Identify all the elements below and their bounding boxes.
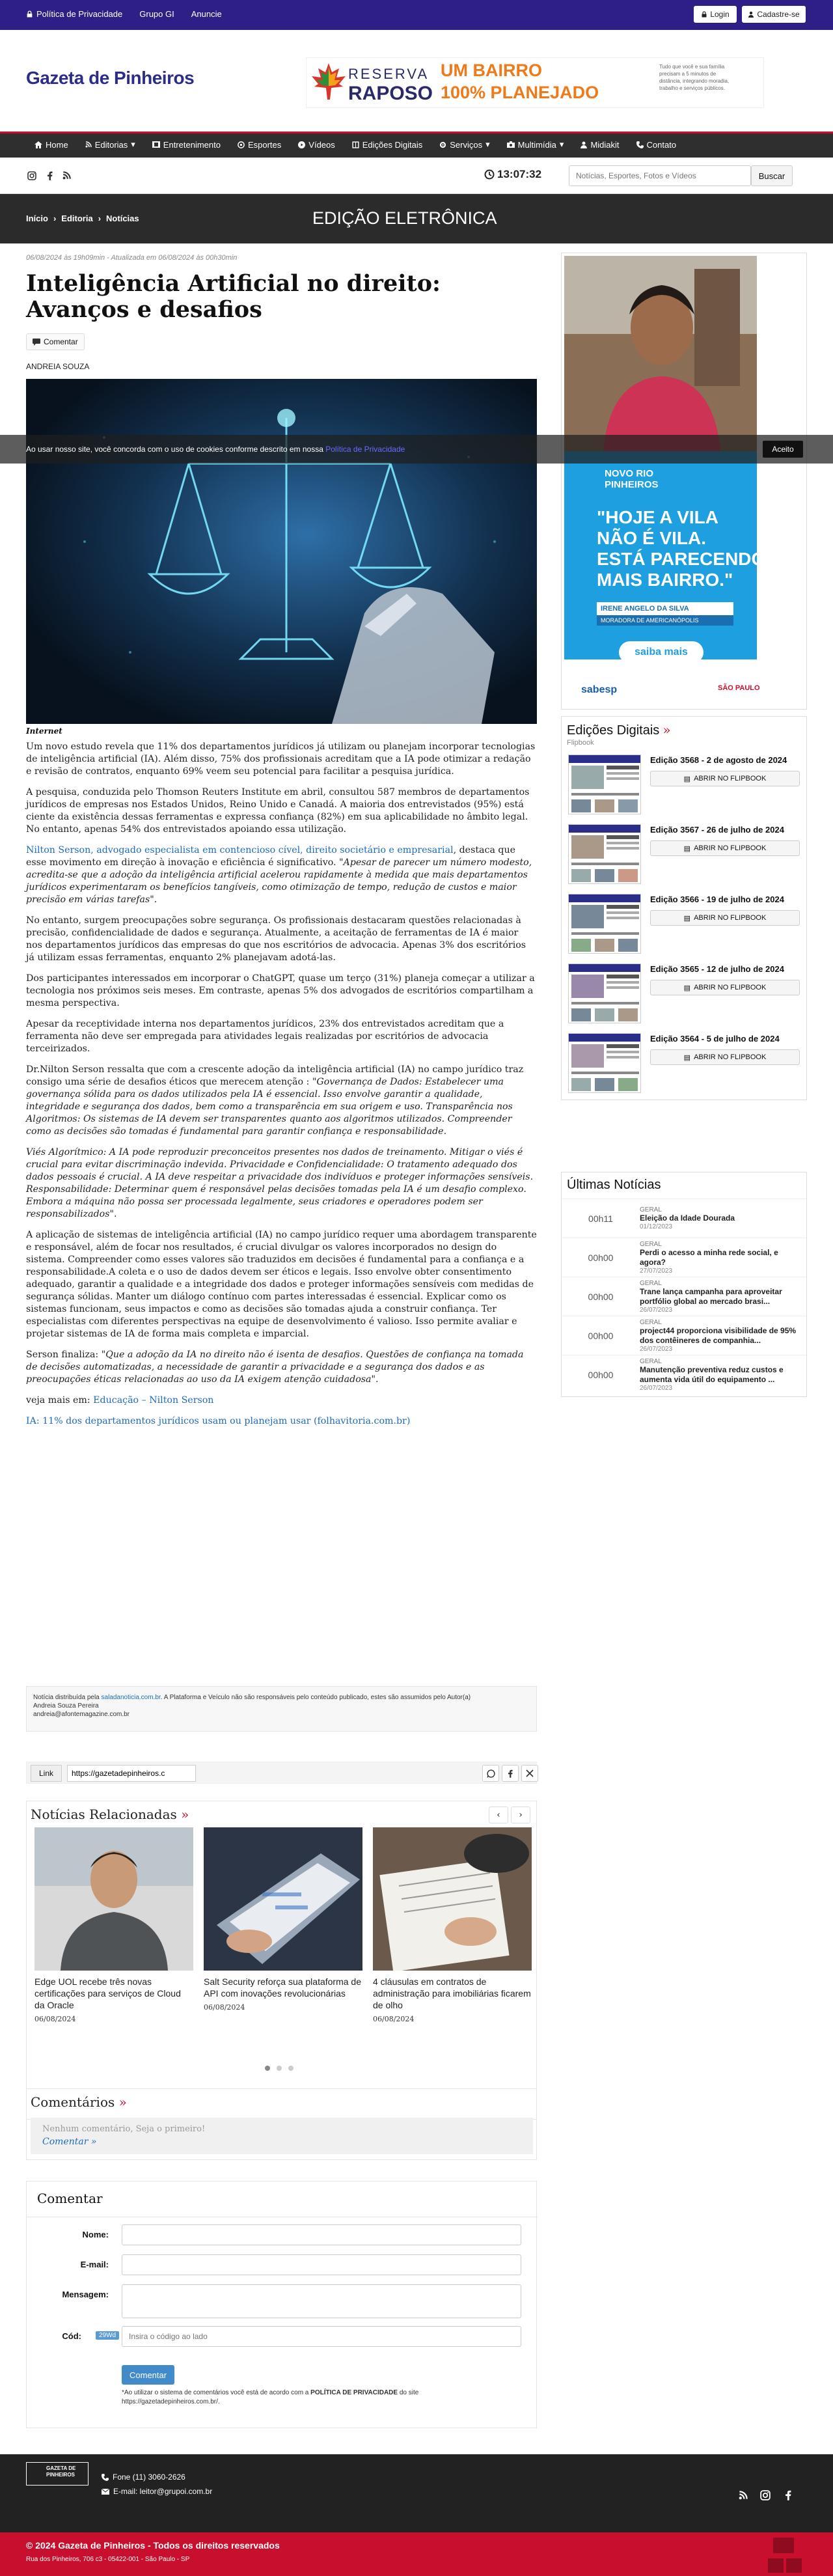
nav-multimidia-label: Multimídia [517, 139, 556, 150]
book-icon: ▤ [683, 1053, 691, 1062]
related-card-image [34, 1827, 193, 1971]
book-icon [352, 141, 359, 148]
open-flipbook-label: ABRIR NO FLIPBOOK [694, 844, 767, 852]
edition-title: Edição 3566 - 19 de julho de 2024 [650, 894, 784, 904]
footer-logo[interactable] [26, 2462, 89, 2486]
ad-brand-top: RESERVA [348, 66, 430, 82]
gear-icon [439, 141, 446, 148]
comment-link[interactable]: Comentar » [42, 2137, 97, 2147]
name-input[interactable] [122, 2224, 521, 2245]
related-source-link[interactable]: IA: 11% dos departamentos jurídicos usam ou planejam usar (folhavitoria.com.br) [26, 1416, 411, 1426]
rss-icon[interactable] [739, 2491, 748, 2500]
news-category: GERAL [640, 1318, 662, 1326]
footer-email-text[interactable]: E-mail: leitor@grupoi.com.br [113, 2487, 213, 2496]
man-portrait-photo [34, 1827, 193, 1971]
breadcrumb-noticias[interactable]: Notícias [106, 214, 139, 223]
latest-news-item[interactable] [562, 1316, 806, 1355]
comments-empty [31, 2118, 533, 2154]
comment-form-title: Comentar [37, 2191, 103, 2206]
news-date: 01/12/2023 [640, 1223, 673, 1230]
paragraph [26, 1394, 537, 1407]
related-card-title: Edge UOL recebe três novas certificações para serviços de Cloud da Oracle [34, 1976, 181, 2010]
whatsapp-share-button[interactable] [482, 1765, 499, 1782]
privacy-policy-link[interactable] [26, 9, 122, 19]
code-label: Cód: [62, 2331, 81, 2341]
latest-news-title: Últimas Notícias [567, 1178, 661, 1192]
cookie-message: Ao usar nosso site, você concorda com o uso de cookies conforme descrito em nossa [26, 445, 326, 454]
paragraph: A aplicação de sistemas de inteligência artificial (IA) no campo jurídico requer uma abordagem transparente e responsável, além de focar nos resultados, é crucial divulgar os valores incorporados no design do sistema. Compreender como esses valores são traduzidos em decisões é fundamental para a confiança e a responsabilidade.A coleta e o uso de dados devem ser éticos e legais. Isso envolve obter consentimento adequado, garantir a qualidade e a integridade dos dados e proteger informações sensíveis com medidas de segurança sólidas. Manter um diálogo contínuo com partes interessadas é essencial. Explicar como os sistemas funcionam, seus impactos e como as decisões são tomadas ajuda a construir confiança. Ter especialistas com diferentes perspectivas na equipe de desenvolvimento é valioso. Isso permite avaliar e projetar sistemas de IA de forma mais completa e imparcial. [26, 1230, 537, 1339]
ad-cta-button[interactable]: saiba mais [619, 641, 703, 663]
clock-display: 13:07:32 [497, 168, 542, 180]
edition-item[interactable] [562, 819, 806, 889]
notice-text: . A Plataforma e Veículo não são responsáveis pelo conteúdo publicado, estes são assumidos pelo Autor(a) [160, 1694, 471, 1701]
chevron-right-icon: » [181, 1807, 189, 1822]
notice-source-link[interactable]: saladanoticia.com.br [101, 1694, 161, 1701]
notice-text: Notícia distribuída pela [33, 1694, 102, 1701]
book-icon: ▤ [683, 775, 691, 783]
nav-midiakit-label: Midiakit [590, 139, 620, 150]
facebook-icon[interactable] [47, 171, 53, 180]
comments-title-text: Comentários [31, 2094, 115, 2110]
open-flipbook-button[interactable] [650, 1049, 800, 1065]
link-label: Link [31, 1765, 62, 1782]
related-card-image [373, 1827, 532, 1971]
footer-block [768, 2558, 784, 2573]
latest-news-list [562, 1198, 806, 1394]
edition-cover [568, 1033, 641, 1093]
open-flipbook-label: ABRIR NO FLIPBOOK [694, 914, 767, 922]
notice-author: Andreia Souza Pereira [33, 1702, 99, 1710]
privacy-policy-link[interactable]: POLÍTICA DE PRIVACIDADE [310, 2389, 398, 2396]
edition-cover [568, 824, 641, 884]
nav-esportes-label: Esportes [247, 139, 282, 150]
footer-blocks [768, 2558, 802, 2573]
message-row [27, 2284, 521, 2318]
ad-brand: NOVO RIO PINHEIROS [605, 468, 659, 490]
article-hero-image [26, 379, 537, 724]
carousel-dots [265, 2066, 294, 2071]
article-body [26, 741, 537, 1428]
search-button[interactable]: Buscar [751, 165, 793, 186]
related-news [26, 1801, 537, 2120]
open-flipbook-label: ABRIR NO FLIPBOOK [694, 775, 767, 782]
film-icon [152, 141, 160, 148]
related-card-title: 4 cláusulas em contratos de administração para imobiliárias ficarem de olho [373, 1976, 531, 2010]
nav-videos-label: Vídeos [308, 139, 335, 150]
top-bar [0, 0, 833, 30]
sabesp-ad-image [564, 256, 804, 708]
ad-headline-2: 100% PLANEJADO [441, 83, 599, 102]
nav-entretenimento[interactable] [144, 139, 229, 150]
open-flipbook-label: ABRIR NO FLIPBOOK [694, 984, 767, 991]
breadcrumb [26, 214, 139, 223]
maple-leaf-logo-icon [310, 62, 347, 101]
ad-quote-line: MAIS BAIRRO." [597, 570, 733, 590]
chevron-right-icon: › [519, 1810, 523, 1820]
cookie-banner [0, 435, 833, 464]
edition-item[interactable] [562, 749, 806, 819]
see-more-link[interactable]: Educação – Nilton Serson [93, 1395, 214, 1406]
latest-news [561, 1172, 807, 1397]
utility-bar [0, 158, 833, 194]
paragraph [26, 1415, 537, 1428]
caret-down-icon: ▾ [485, 139, 490, 149]
email-label: E-mail: [80, 2260, 109, 2269]
edition-item[interactable] [562, 958, 806, 1028]
disclaimer-text: do site https://gazetadepinheiros.com.br/. [122, 2389, 419, 2405]
footer-address: Rua dos Pinheiros, 706 c3 - 05422-001 - São Paulo - SP [26, 2556, 190, 2563]
nav-videos[interactable] [290, 139, 343, 150]
edition-cover [568, 963, 641, 1023]
contract-signing-photo [373, 1827, 532, 1971]
user-icon [748, 11, 754, 18]
facebook-share-button[interactable] [502, 1765, 519, 1782]
camera-icon [507, 141, 515, 148]
footer [0, 2454, 833, 2532]
share-bar [26, 1762, 537, 1784]
related-card-title: Salt Security reforça sua plataforma de API com inovações revolucionárias [204, 1976, 362, 1999]
paragraph: Dos participantes interessados em incorporar o ChatGPT, quase um terço (31%) planeja começar a utilizar a tecnologia nos próximos seis meses. Em contraste, apenas 5% dos advogados de escritórios compartilham a mesma perspectiva. [26, 973, 535, 1008]
comment-form [26, 2181, 537, 2428]
comments-title [31, 2094, 127, 2110]
open-flipbook-button[interactable] [650, 771, 800, 786]
news-time: 00h11 [588, 1213, 613, 1224]
comment-icon [33, 339, 40, 346]
phone-icon [636, 141, 644, 148]
nav-midiakit[interactable] [572, 139, 627, 150]
edition-cover [568, 894, 641, 954]
register-button[interactable] [742, 6, 806, 23]
copyright-text: © 2024 Gazeta de Pinheiros - Todos os direitos reservados [26, 2540, 280, 2551]
quote: "Governança de Dados: Estabelecer uma governança sólida para os dados utilizados pela IA é essencial. Isso envolve garantir a qualidade, integridade e segurança dos dados, bem como a transparência em sua origem e uso. Transparência nos Algoritmos: Os sistemas de IA devem ser transparentes quanto aos algoritmos utilizados. Compreender como as decisões são tomadas é fundamental para garantir confiança e responsabilidade. [26, 1077, 513, 1137]
nav-contato-label: Contato [646, 139, 677, 150]
see-more-label: veja mais em: [26, 1395, 94, 1406]
news-time: 00h00 [588, 1291, 614, 1302]
justice-scales-illustration [26, 379, 537, 724]
facebook-icon [508, 1769, 513, 1778]
paragraph-text: , destaca que esse movimento em direção à inovação e eficiência é significativo. [26, 845, 516, 868]
carousel-dot[interactable] [277, 2066, 282, 2071]
latest-news-item[interactable] [562, 1198, 806, 1238]
nav-home[interactable] [26, 139, 77, 150]
news-title: Eleição da Idade Dourada [640, 1213, 735, 1223]
comment-button[interactable] [26, 333, 85, 350]
editions-subtitle: Flipbook [567, 739, 594, 747]
article [26, 254, 537, 1428]
anuncie-link[interactable]: Anuncie [191, 9, 222, 19]
ad-quote-line: NÃO É VILA. [597, 528, 707, 548]
paragraph-text: Dr.Nilton Serson ressalta que com a crescente adoção da inteligência artificial (IA) no campo jurídico traz consigo uma série de desafios éticos que merecem atenção : [26, 1064, 524, 1087]
digital-editions [561, 716, 807, 1100]
main-nav [0, 132, 833, 158]
news-time: 00h00 [588, 1369, 614, 1380]
ad-headline-1: UM BAIRRO [441, 61, 542, 80]
header-ad-banner[interactable] [306, 57, 764, 108]
chevron-left-icon: ‹ [497, 1810, 500, 1820]
edition-title: EDIÇÃO ELETRÔNICA [312, 208, 497, 228]
news-title: Perdi o acesso a minha rede social, e agora? [640, 1247, 778, 1267]
article-author: ANDREIA SOUZA [26, 362, 90, 371]
laptop-photo [204, 1827, 362, 1971]
notice-line [33, 1693, 530, 1702]
carousel-next-button[interactable] [511, 1807, 530, 1823]
back-to-top-button[interactable] [773, 2538, 794, 2553]
editions-title [567, 722, 671, 738]
footer-phone [102, 2472, 185, 2482]
news-date: 26/07/2023 [640, 1384, 673, 1392]
sabesp-logo: sabesp [581, 684, 618, 695]
paragraph: Um novo estudo revela que 11% dos departamentos jurídicos já utilizam ou planejam incorporar tecnologias de inteligência artificial (IA). Além disso, 75% dos profissionais acreditam que a IA pode otimizar a redação e revisão de contratos, enquanto 69% veem seu potencial para facilitar a pesquisa jurídica. [26, 741, 536, 777]
edition-cover [568, 755, 641, 814]
copyright-bar [0, 2532, 833, 2576]
form-disclaimer [122, 2389, 512, 2407]
edition-title: Edição 3564 - 5 de julho de 2024 [650, 1034, 780, 1044]
paragraph [26, 1064, 537, 1138]
editions-list [562, 749, 806, 1098]
related-title-text: Notícias Relacionadas [31, 1807, 177, 1822]
nav-editorias-label: Editorias [94, 139, 128, 150]
news-title: Manutenção preventiva reduz custos e aumenta vida útil do equipamento ... [640, 1364, 784, 1384]
user-icon [580, 141, 587, 148]
article-title: Inteligência Artificial no direito: Avanços e desafios [26, 270, 441, 323]
footer-logo-text: GAZETA DE PINHEIROS [46, 2465, 76, 2478]
footer-phone-text: Fone (11) 3060-2626 [113, 2472, 185, 2482]
article-meta: 06/08/2024 às 19h09min - Atualizada em 06/08/2024 às 00h30min [26, 254, 238, 262]
carousel-prev-button[interactable] [489, 1807, 508, 1823]
sidebar-ad[interactable] [561, 253, 807, 710]
paragraph: Apesar da receptividade interna nos departamentos jurídicos, 23% dos entrevistados acreditam que a ferramenta não deve ser empregada para atividades legais realizadas por escritórios de advocacia terceirizados. [26, 1019, 504, 1054]
ad-brand-bottom: RAPOSO [348, 83, 433, 104]
nav-edicoes-digitais[interactable] [344, 139, 431, 150]
book-icon: ▤ [683, 984, 691, 992]
notice-email: andreia@afontemagazine.com.br [33, 1711, 130, 1718]
name-label: Nome: [82, 2230, 109, 2239]
login-label: Login [710, 10, 730, 19]
news-title: Trane lança campanha para aproveitar portfólio global ao mercado brasi... [640, 1286, 782, 1306]
clock-icon [484, 169, 495, 180]
latest-news-item[interactable] [562, 1277, 806, 1316]
breadcrumb-separator: › [98, 214, 102, 223]
edition-item[interactable] [562, 889, 806, 958]
news-date: 26/07/2023 [640, 1306, 673, 1314]
related-card-date: 06/08/2024 [204, 2003, 245, 2012]
submit-comment-button[interactable]: Comentar [122, 2365, 174, 2385]
image-caption: Internet [26, 727, 62, 736]
nav-edicoes-label: Edições Digitais [362, 139, 423, 150]
footer-email [102, 2487, 212, 2496]
login-button[interactable] [694, 6, 737, 23]
ad-tagline: Tudo que você e sua família precisam a 5 minutos de distância, integrando moradia, trabalho e serviços públicos. [659, 64, 730, 91]
caret-down-icon: ▾ [559, 139, 564, 149]
ad-person-role: MORADORA DE AMERICANÓPOLIS [597, 615, 733, 626]
privacy-policy-label: Política de Privacidade [36, 9, 123, 19]
related-card[interactable] [373, 1827, 532, 2023]
phone-icon [102, 2474, 109, 2481]
instagram-icon[interactable] [27, 171, 36, 180]
paragraph: No entanto, surgem preocupações sobre segurança. Os profissionais destacaram questões relacionadas à precisão, confidencialidade de dados e segurança. Atualmente, a aceitação de ferramentas de IA é maior nos departamentos jurídicos das empresas do que nos escritórios de advocacia. Apenas 3% dos escritórios já utilizam essas ferramentas, enquanto 2% planejavam adotá-las. [26, 915, 526, 963]
sao-paulo-logo: SÃO PAULO [718, 684, 760, 692]
share-url-input[interactable] [67, 1765, 196, 1782]
related-card-date: 06/08/2024 [34, 2015, 76, 2023]
ad-person-name: IRENE ANGELO DA SILVA [597, 602, 733, 615]
home-icon [34, 141, 42, 148]
comments-section [26, 2088, 537, 2160]
x-icon [526, 1769, 534, 1777]
paragraph [26, 1349, 537, 1386]
latest-news-item[interactable] [562, 1355, 806, 1394]
nav-editorias[interactable] [77, 139, 144, 150]
nilton-serson-link[interactable]: Nilton Serson, advogado especialista em contencioso cível, direito societário e empresarial [26, 845, 454, 855]
paragraph-text: Serson finaliza: [26, 1350, 102, 1360]
ad-quote-line: "HOJE A VILA [597, 507, 719, 527]
rss-icon[interactable] [62, 171, 71, 180]
news-category: GERAL [640, 1240, 662, 1248]
email-input[interactable] [122, 2254, 521, 2275]
carousel-dot-active[interactable] [265, 2066, 270, 2071]
related-card[interactable] [34, 1827, 193, 2023]
chevron-right-icon: » [662, 722, 671, 738]
nav-entretenimento-label: Entretenimento [163, 139, 221, 150]
nav-multimidia[interactable] [498, 139, 573, 150]
email-row [27, 2254, 521, 2277]
paragraph [26, 844, 537, 906]
quote: "Que a adoção da IA no direito não é isenta de desafios. Questões de confiança na tomada de decisões automatizadas, a necessidade de garantir a privacidade e a segurança dos dados e as preocupações éticas relacionadas ao uso da IA exigem atenção cuidadosa". [26, 1350, 524, 1385]
paragraph: A pesquisa, conduzida pelo Thomson Reuters Institute em abril, consultou 587 membros de departamentos jurídicos de empresas nos Estados Unidos, Reino Unido e Canadá. A maioria dos entrevistados (95%) está ciente da existência dessas ferramentas e expressa confiança (82%) em sua aplicabilidade no âmbito legal. No entanto, apenas 54% dos entrevistados apoiando essa utilização. [26, 787, 530, 835]
envelope-icon [102, 2489, 109, 2495]
lock-icon [701, 11, 707, 18]
search-input[interactable] [569, 165, 751, 186]
rss-icon [85, 141, 92, 148]
cookie-accept-button[interactable]: Aceito [763, 441, 803, 458]
nav-contato[interactable] [628, 139, 685, 150]
news-category: GERAL [640, 1279, 662, 1287]
cookie-policy-link[interactable]: Política de Privacidade [325, 445, 405, 454]
caret-down-icon: ▾ [131, 139, 135, 149]
lock-icon [26, 10, 33, 18]
edition-title: Edição 3568 - 2 de agosto de 2024 [650, 755, 787, 765]
code-row [27, 2326, 521, 2348]
news-date: 27/07/2023 [640, 1267, 673, 1275]
news-date: 26/07/2023 [640, 1345, 673, 1353]
related-card-date: 06/08/2024 [373, 2015, 415, 2023]
news-time: 00h00 [588, 1252, 614, 1263]
message-textarea[interactable] [122, 2284, 521, 2318]
captcha-code: 29Wd [96, 2331, 119, 2340]
x-share-button[interactable] [521, 1765, 538, 1782]
chevron-right-icon: » [118, 2094, 127, 2110]
code-input[interactable] [122, 2326, 521, 2347]
news-time: 00h00 [588, 1330, 614, 1341]
footer-block [786, 2558, 802, 2573]
edition-strip [0, 194, 833, 243]
paragraph [26, 1146, 537, 1221]
carousel-dot[interactable] [288, 2066, 294, 2071]
nav-home-label: Home [46, 139, 68, 150]
site-logo[interactable]: Gazeta de Pinheiros [26, 68, 195, 88]
breadcrumb-inicio[interactable]: Início [26, 214, 48, 223]
nav-esportes[interactable] [229, 139, 290, 150]
latest-news-item[interactable] [562, 1238, 806, 1277]
edition-item[interactable] [562, 1028, 806, 1098]
editions-title-text: Edições Digitais [567, 723, 660, 738]
related-news-title [31, 1807, 189, 1822]
facebook-icon[interactable] [785, 2490, 791, 2500]
open-flipbook-label: ABRIR NO FLIPBOOK [694, 1053, 767, 1061]
book-icon: ▤ [683, 844, 691, 853]
comment-button-label: Comentar [44, 337, 78, 346]
news-title: project44 proporciona visibilidade de 95% dos contêineres de companhia... [640, 1325, 797, 1345]
grupo-gi-link[interactable]: Grupo GI [139, 9, 174, 19]
ball-icon [238, 141, 245, 148]
breadcrumb-separator: › [53, 214, 57, 223]
ad-quote-line: ESTÁ PARECENDO [597, 549, 766, 569]
nav-servicos[interactable] [431, 139, 498, 150]
play-circle-icon [298, 141, 305, 148]
breadcrumb-editoria[interactable]: Editoria [61, 214, 93, 223]
comments-empty-text: Nenhum comentário, Seja o primeiro! [42, 2124, 206, 2134]
whatsapp-icon [487, 1769, 495, 1778]
register-label: Cadastre-se [757, 10, 800, 19]
name-row [27, 2224, 521, 2247]
news-category: GERAL [640, 1206, 662, 1213]
disclaimer-text: *Ao utilizar o sistema de comentários você está de acordo com a [122, 2389, 311, 2396]
instagram-icon[interactable] [760, 2490, 771, 2500]
news-category: GERAL [640, 1357, 662, 1365]
quote: "Apesar de parecer um número modesto, acredita-se que a adoção da inteligência artificial acelerou rapidamente à medida que mais departamentos jurídicos experimentaram os benefícios tangíveis, como otimização de tempo, redução de custos e maior precisão em várias tarefas". [26, 857, 532, 905]
related-card-image [204, 1827, 362, 1971]
book-icon: ▤ [683, 914, 691, 922]
distribution-notice [26, 1686, 537, 1732]
cookie-text [26, 445, 405, 454]
ad-quote [597, 507, 765, 590]
quote: Viés Algorítmico: A IA pode reproduzir preconceitos presentes nos dados de treinamento. Mitigar o viés é crucial para evitar discriminação indevida. Privacidade e Confidencialidade: O tratamento adequado dos dados pessoais é crucial. A IA deve respeitar a privacidade dos indivíduos e proteger informações sensíveis. Responsabilidade: Determinar quem é responsável pelas decisões tomadas pela IA é um desafio complexo. Embora a máquina não possa ser processada legalmente, seus criadores e operadores podem ser responsabilizados". [26, 1147, 534, 1219]
open-flipbook-button[interactable] [650, 910, 800, 926]
nav-servicos-label: Serviços [450, 139, 483, 150]
related-card[interactable] [204, 1827, 362, 2012]
open-flipbook-button[interactable] [650, 980, 800, 995]
message-label: Mensagem: [62, 2290, 109, 2299]
edition-title: Edição 3565 - 12 de julho de 2024 [650, 964, 784, 974]
edition-title: Edição 3567 - 26 de julho de 2024 [650, 825, 784, 835]
open-flipbook-button[interactable] [650, 840, 800, 856]
